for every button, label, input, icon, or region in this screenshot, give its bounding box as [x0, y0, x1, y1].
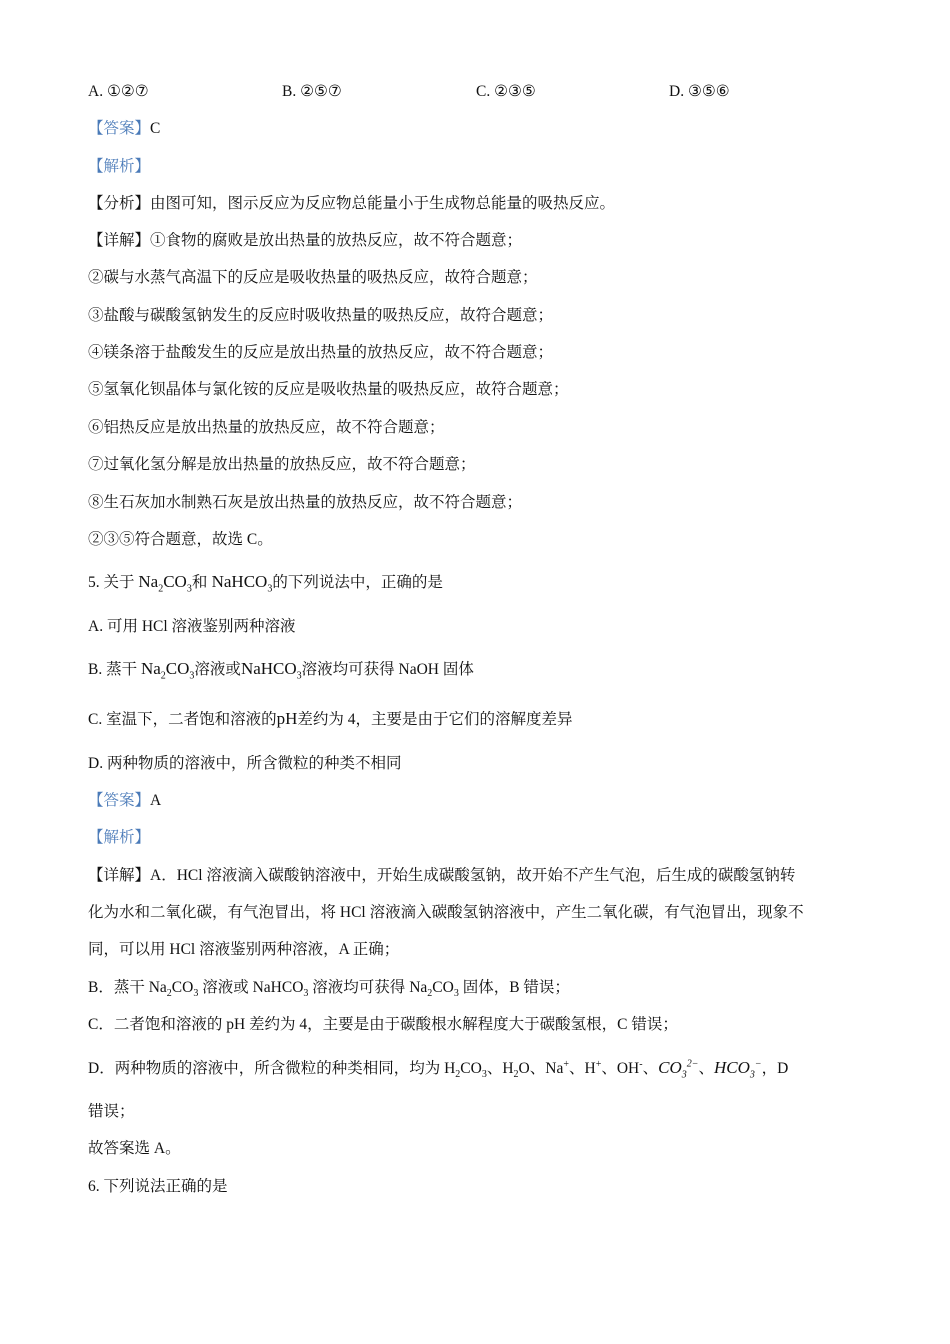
- q5-option-b-suffix: 溶液均可获得 NaOH 固体: [301, 661, 474, 678]
- q4-option-d: D. ③⑤⑥: [669, 83, 730, 100]
- separator: 、: [486, 1060, 503, 1077]
- q4-option-b: B. ②⑤⑦: [282, 83, 342, 100]
- formula-nahco3: NaHCO$_3$: [240, 659, 302, 682]
- q5-stem-prefix: 5. 关于: [88, 574, 135, 591]
- q5-answer: A: [150, 792, 162, 809]
- q5-detail-line-1: [88, 866, 795, 886]
- q5-stem-suffix: 的下列说法中，正确的是: [272, 574, 443, 591]
- formula-bicarbonate-ion: $HCO_3^-$: [714, 1058, 762, 1081]
- q5-answer-line: [88, 791, 161, 811]
- answer-tag: 【答案】: [88, 792, 151, 809]
- q5-detail-c: C．二者饱和溶液的 pH 差约为 4，主要是由于碳酸根水解程度大于碳酸氢根，C 错误；: [88, 1016, 678, 1033]
- separator: 、: [642, 1060, 659, 1077]
- q4-detail-line-2: ②碳与水蒸气高温下的反应是吸收热量的吸热反应，故符合题意；: [88, 269, 538, 286]
- q5-detail-b: B．蒸干 $Na_2CO_3$ 溶液或 NaHCO$_3$ 溶液均可获得 $Na_2CO_3$ 固体，B 错误；: [88, 979, 570, 1000]
- q4-option-c: C. ②③⑤: [476, 83, 536, 100]
- q5-option-b-prefix: B. 蒸干: [88, 661, 138, 678]
- separator: 、: [568, 1060, 585, 1077]
- q5-stem-mid: 和: [191, 574, 208, 591]
- q5-stem: [88, 572, 443, 593]
- q5-detail-b-mid1: 溶液或: [202, 979, 249, 996]
- q5-detail-d: D．两种物质的溶液中，所含微粒的种类相同，均为 $H_2CO_3$、$H_2O$、Na+、H+、OH-、$CO_3^{2-}$、$HCO_3^-$，D: [88, 1058, 789, 1081]
- q5-option-d: D. 两种物质的溶液中，所含微粒的种类不相同: [88, 755, 402, 772]
- q5-detail-line-2: 化为水和二氧化碳，有气泡冒出，将 HCl 溶液滴入碳酸氢钠溶液中，产生二氧化碳，有气泡冒出，现象不: [88, 904, 804, 921]
- ph-symbol: pH: [276, 709, 298, 728]
- q5-detail-b-prefix: B．蒸干: [88, 979, 145, 996]
- q5-detail-line-3: 同，可以用 HCl 溶液鉴别两种溶液，A 正确；: [88, 941, 400, 958]
- detail-tag: 【详解】: [88, 867, 151, 884]
- q5-option-c-prefix: C. 室温下，二者饱和溶液的: [88, 711, 277, 728]
- q5-option-c: [88, 709, 573, 730]
- formula-nahco3: NaHCO$_3$: [207, 572, 273, 595]
- q4-detail-line-5: ⑤氢氧化钡晶体与氯化铵的反应是吸收热量的吸热反应，故符合题意；: [88, 381, 569, 398]
- separator: 、: [529, 1060, 546, 1077]
- q4-conclusion: ②③⑤符合题意，故选 C。: [88, 531, 273, 548]
- q4-answer-line: [88, 119, 160, 139]
- formula-na2co3: $Na_2CO_3$: [138, 572, 192, 595]
- q4-detail-line-4: ④镁条溶于盐酸发生的反应是放出热量的放热反应，故不符合题意；: [88, 344, 554, 361]
- q4-detail-line-6: ⑥铝热反应是放出热量的放热反应，故不符合题意；: [88, 419, 445, 436]
- q5-detail-b-mid2: 溶液均可获得: [312, 979, 406, 996]
- q4-option-a: A. ①②⑦: [88, 83, 149, 100]
- q4-detail-line-1: [88, 231, 522, 251]
- q5-option-a: A. 可用 HCl 溶液鉴别两种溶液: [88, 618, 296, 635]
- q5-option-b: [88, 659, 474, 680]
- fenxi-tag: 【分析】: [88, 195, 151, 212]
- q4-detail-line-8: ⑧生石灰加水制熟石灰是放出热量的放热反应，故不符合题意；: [88, 494, 523, 511]
- separator: 、: [601, 1060, 617, 1077]
- q5-option-b-mid: 溶液或: [194, 661, 241, 678]
- q5-detail-b-suffix: 固体，B 错误；: [462, 979, 570, 996]
- q5-analysis-tag: 【解析】: [88, 829, 151, 846]
- formula-carbonate-ion: $CO_3^{2-}$: [658, 1058, 699, 1081]
- q5-conclusion: 故答案选 A。: [88, 1140, 181, 1157]
- q6-stem: 6. 下列说法正确的是: [88, 1178, 228, 1195]
- q5-detail-d-prefix: D．两种物质的溶液中，所含微粒的种类相同，均为: [88, 1060, 441, 1077]
- q4-detail-line-7: ⑦过氧化氢分解是放出热量的放热反应，故不符合题意；: [88, 456, 476, 473]
- q5-detail-d-suffix: ，D: [761, 1060, 789, 1077]
- q5-detail-a1: A．HCl 溶液滴入碳酸钠溶液中，开始生成碳酸氢钠，故开始不产生气泡，后生成的碳酸氢钠转: [150, 867, 796, 884]
- q4-analysis-tag: 【解析】: [88, 158, 151, 175]
- detail-tag: 【详解】: [88, 232, 151, 249]
- q4-answer: C: [150, 120, 161, 137]
- q5-option-c-suffix: 差约为 4，主要是由于它们的溶解度差异: [297, 711, 573, 728]
- q5-detail-d-end: 错误；: [88, 1103, 135, 1120]
- q4-fenxi-line: [88, 194, 615, 214]
- q4-detail-text-1: ①食物的腐败是放出热量的放热反应，故不符合题意；: [150, 232, 523, 249]
- separator: 、: [698, 1060, 714, 1077]
- formula-na2co3: $Na_2CO_3$: [140, 659, 195, 682]
- answer-tag: 【答案】: [88, 120, 151, 137]
- q4-detail-line-3: ③盐酸与碳酸氢钠发生的反应时吸收热量的吸热反应，故符合题意；: [88, 307, 554, 324]
- q4-fenxi-text: 由图可知，图示反应为反应物总能量小于生成物总能量的吸热反应。: [150, 195, 616, 212]
